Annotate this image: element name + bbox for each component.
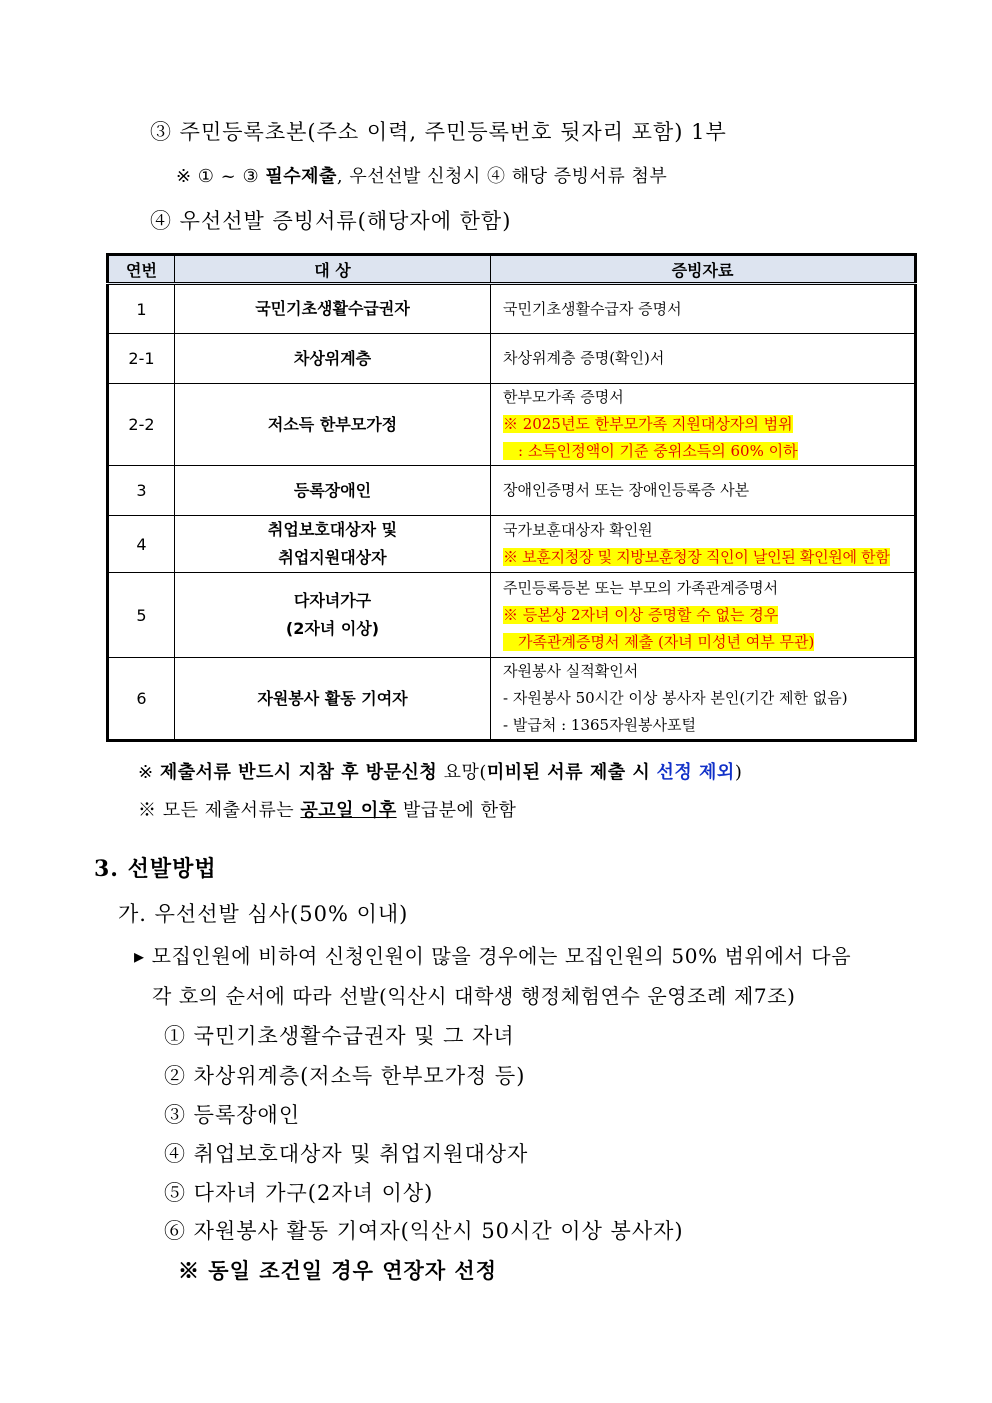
selection-paragraph-line-1: ▸ 모집인원에 비하여 신청인원이 많을 경우에는 모집인원의 50% 범위에서 다음 bbox=[134, 944, 852, 968]
note-text: 요망( bbox=[437, 762, 487, 783]
note-mark: ※ bbox=[138, 762, 154, 783]
table-row bbox=[108, 466, 916, 516]
required-note-prefix: ※ ① ~ ③ bbox=[176, 166, 266, 187]
evidence-line: 장애인증명서 또는 장애인등록증 사본 bbox=[503, 481, 750, 499]
row-number: 3 bbox=[108, 466, 175, 516]
target-line: (2자녀 이상) bbox=[285, 619, 380, 638]
header-target: 대 상 bbox=[175, 255, 491, 284]
table-row bbox=[108, 334, 916, 384]
priority-item: ① 국민기초생활수급권자 및 그 자녀 bbox=[164, 1024, 515, 1048]
priority-item: ⑤ 다자녀 가구(2자녀 이상) bbox=[164, 1181, 434, 1205]
highlight-note: ※ 보훈지청장 및 지방보훈청장 직인이 날인된 확인원에 한함 bbox=[503, 548, 890, 566]
row-number: 1 bbox=[108, 284, 175, 334]
target-line: 다자녀가구 bbox=[293, 591, 372, 610]
table-row bbox=[108, 658, 916, 741]
section-title: 3. 선발방법 bbox=[94, 856, 217, 882]
submit-in-person-note bbox=[138, 758, 742, 784]
selection-paragraph-line-2: 각 호의 순서에 따라 선발(익산시 대학생 행정체험연수 운영조례 제7조) bbox=[152, 984, 796, 1008]
priority-item: ③ 등록장애인 bbox=[164, 1103, 301, 1127]
evidence-line: 주민등록등본 또는 부모의 가족관계증명서 bbox=[503, 578, 779, 597]
row-evidence bbox=[491, 334, 916, 384]
required-note-rest: , 우선선발 신청시 ④ 해당 증빙서류 첨부 bbox=[336, 166, 668, 187]
evidence-line: - 발급처 : 1365자원봉사포털 bbox=[503, 716, 697, 734]
issue-date-note bbox=[138, 796, 516, 822]
row-target: 차상위계층 bbox=[175, 334, 491, 384]
table-row bbox=[108, 384, 916, 466]
evidence-line: 자원봉사 실적확인서 bbox=[503, 662, 639, 680]
underlined-date: 공고일 이후 bbox=[300, 800, 397, 821]
header-evidence: 증빙자료 bbox=[491, 255, 916, 284]
note-end: ) bbox=[734, 762, 743, 783]
row-number: 6 bbox=[108, 658, 175, 741]
highlight-note: 가족관계증명서 제출 (자녀 미성년 여부 무관) bbox=[503, 632, 815, 651]
table-row bbox=[108, 284, 916, 334]
note-text: 발급분에 한함 bbox=[402, 800, 517, 821]
exclusion-warning: 선정 제외 bbox=[656, 762, 735, 783]
row-target: 저소득 한부모가정 bbox=[175, 384, 491, 466]
row-evidence bbox=[491, 573, 916, 658]
evidence-line: 한부모가족 증명서 bbox=[503, 388, 624, 406]
table-row bbox=[108, 573, 916, 658]
row-target bbox=[175, 573, 491, 658]
note-mark: ※ bbox=[138, 800, 157, 821]
row-evidence bbox=[491, 284, 916, 334]
row-evidence bbox=[491, 516, 916, 573]
item-priority-evidence: ④ 우선선발 증빙서류(해당자에 한함) bbox=[150, 209, 512, 233]
table-row bbox=[108, 516, 916, 573]
row-number: 4 bbox=[108, 516, 175, 573]
table-header-row bbox=[108, 255, 916, 284]
row-evidence bbox=[491, 466, 916, 516]
row-number: 2-1 bbox=[108, 334, 175, 384]
evidence-line: 국민기초생활수급자 증명서 bbox=[503, 299, 682, 318]
priority-item: ④ 취업보호대상자 및 취업지원대상자 bbox=[164, 1142, 529, 1166]
evidence-line: 국가보훈대상자 확인원 bbox=[503, 521, 653, 539]
evidence-table bbox=[106, 253, 917, 742]
highlight-note: ※ 2025년도 한부모가족 지원대상자의 범위 bbox=[503, 415, 793, 433]
highlight-note: : 소득인정액이 기준 중위소득의 60% 이하 bbox=[503, 442, 798, 460]
required-submission-note bbox=[176, 162, 667, 188]
row-target: 등록장애인 bbox=[175, 466, 491, 516]
evidence-line: 차상위계층 증명(확인)서 bbox=[503, 349, 665, 367]
row-evidence bbox=[491, 384, 916, 466]
row-number: 2-2 bbox=[108, 384, 175, 466]
required-note-bold: 필수제출 bbox=[265, 166, 337, 187]
row-target: 자원봉사 활동 기여자 bbox=[175, 658, 491, 741]
tie-breaker-note: ※ 동일 조건일 경우 연장자 선정 bbox=[178, 1258, 497, 1283]
note-bold: 제출서류 반드시 지참 후 방문신청 bbox=[159, 762, 438, 783]
target-line: 취업지원대상자 bbox=[278, 548, 387, 567]
evidence-line: - 자원봉사 50시간 이상 봉사자 본인(기간 제한 없음) bbox=[503, 689, 848, 707]
header-number: 연번 bbox=[108, 255, 175, 284]
row-target bbox=[175, 516, 491, 573]
row-evidence bbox=[491, 658, 916, 741]
item-resident-abstract: ③ 주민등록초본(주소 이력, 주민등록번호 뒷자리 포함) 1부 bbox=[150, 120, 727, 144]
target-line: 취업보호대상자 및 bbox=[267, 520, 398, 539]
subsection-title: 가. 우선선발 심사(50% 이내) bbox=[118, 902, 409, 926]
note-bold-2: 미비된 서류 제출 시 bbox=[486, 762, 651, 783]
row-number: 5 bbox=[108, 573, 175, 658]
priority-item: ⑥ 자원봉사 활동 기여자(익산시 50시간 이상 봉사자) bbox=[164, 1219, 684, 1243]
priority-item: ② 차상위계층(저소득 한부모가정 등) bbox=[164, 1064, 526, 1088]
row-target: 국민기초생활수급권자 bbox=[175, 284, 491, 334]
note-text: 모든 제출서류는 bbox=[162, 800, 295, 821]
highlight-note: ※ 등본상 2자녀 이상 증명할 수 없는 경우 bbox=[503, 605, 779, 624]
